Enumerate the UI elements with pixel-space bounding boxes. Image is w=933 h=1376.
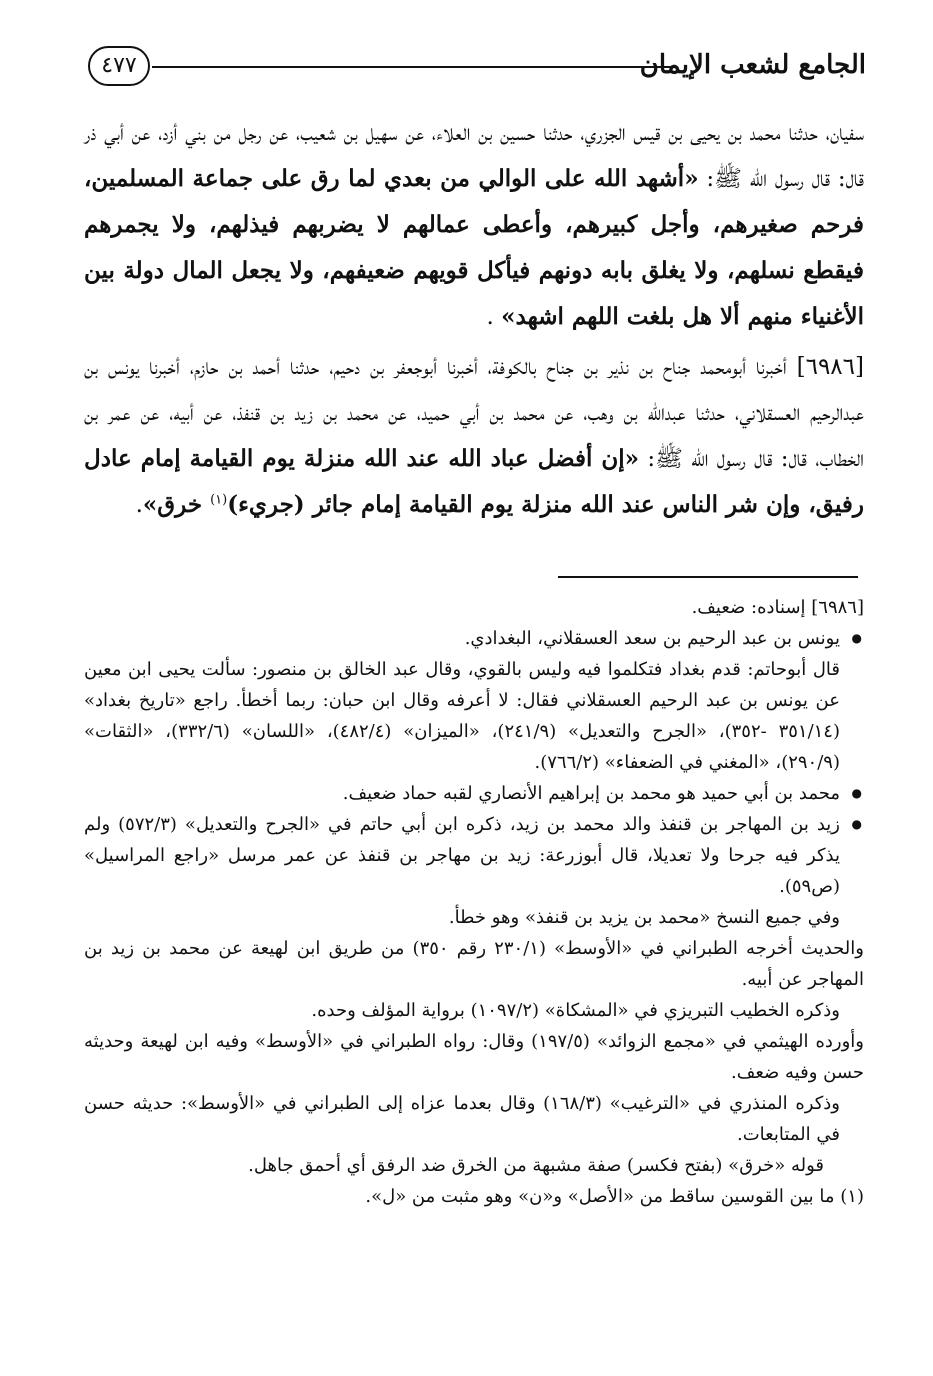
matn-text: «أشهد الله على الوالي من بعدي لما رق على جماعة المسلمين، فرحم صغيرهم، وأجل كبيرهم، وأعطى عمالهم لا يضربهم فيذلهم، ولا يجمرهم فيقطع نسلهم، ولا يغلق بابه دونهم فيأكل قويهم ضعيفهم، ولا يجعل المال دولة بين الأغنياء منهم ألا هل بلغت اللهم اشهد»: [84, 165, 864, 330]
main-text: [84, 110, 864, 528]
note-word-meaning: قوله «خرق» (بفتح فكسر) صفة مشبهة من الخرق ضد الرفق أي أحمق جاهل.: [248, 1155, 824, 1176]
paragraph-hadith-6986: [84, 344, 864, 528]
paragraph-hadith-1: [84, 110, 864, 340]
footnote-separator: [558, 576, 858, 578]
footnotes: [84, 592, 864, 1212]
note-manuscripts: وفي جميع النسخ «محمد بن يزيد بن قنفذ» وهو خطأ.: [448, 907, 840, 928]
note-mundhiri: وذكره المنذري في «الترغيب» (١٦٨/٣) وقال بعدما عزاه إلى الطبراني في «الأوسط»: حديثه حسن في المتابعات.: [84, 1093, 840, 1145]
running-header: [88, 40, 866, 102]
note-narrator-yunus-detail: قال أبوحاتم: قدم بغداد فتكلموا فيه وليس بالقوي، وقال عبد الخالق بن منصور: سألت يحيى ابن معين عن يونس بن عبد الرحيم العسقلاني فقال: لا أعرفه وقال ابن حبان: ربما أخطأ. راجع «تاريخ بغداد» (٣٥١/١٤ -٣٥٢)، «الجرح والتعديل» (٢٤١/٩)، «الميزان» (٤٨٢/٤)، «اللسان» (٣٣٢/٦)، «الثقات» (٢٩٠/٩)، «المغني في الضعفاء» (٧٦٦/٢).: [84, 659, 840, 773]
footnote-1: (١) ما بين القوسين ساقط من «الأصل» و«ن» وهو مثبت من «ل».: [365, 1186, 864, 1207]
note-narrator-zayd: ● زيد بن المهاجر بن قنفذ والد محمد بن زيد، ذكره ابن أبي حاتم في «الجرح والتعديل» (٥٧٢/٣) ولم يذكر فيه جرحا ولا تعديلا، قال أبوزرعة: زيد بن مهاجر بن قنفذ عن عمر مرسل «راجع المراسيل» (ص٥٩).: [84, 809, 864, 902]
matn-text: «إن أفضل عباد الله عند الله منزلة يوم القيامة إمام عادل رفيق، وإن شر الناس عند الله منزلة يوم القيامة إمام جائر (جريء): [84, 445, 864, 518]
paragraph-end: .: [486, 304, 502, 330]
header-rule: [152, 66, 676, 68]
isnad-text: [٦٩٨٦] أخبرنا أبومحمد جناح بن نذير بن جناح بالكوفة، أخبرنا أبوجعفر بن دحيم، حدثنا أحمد بن حازم، أخبرنا يونس بن عبدالرحيم العسقلاني، حدثنا عبدالله بن وهب، عن محمد بن أبي حميد، عن محمد بن زيد بن قنفذ، عن أبيه، عن عمر بن الخطاب، قال: قال رسول الله ﷺ:: [84, 354, 864, 472]
paragraph-end: .: [135, 492, 143, 518]
footnote-marker: (١): [210, 492, 228, 508]
note-tabrizi: وذكره الخطيب التبريزي في «المشكاة» (١٠٩٧/٢) برواية المؤلف وحده.: [311, 1000, 840, 1021]
isnad-text: سفيان، حدثنا محمد بن يحيى بن قيس الجزري، حدثنا حسين بن العلاء، عن سهيل بن شعيب، عن رجل من بني أزد، عن أبي ذر قال: قال رسول الله ﷺ:: [84, 120, 864, 192]
note-haythami: وأورده الهيثمي في «مجمع الزوائد» (١٩٧/٥) وقال: رواه الطبراني في «الأوسط» وفيه ابن لهيعة وحديثه حسن وفيه ضعف.: [84, 1031, 864, 1083]
page-number: ٤٧٧: [88, 46, 150, 86]
note-narrator-yunus: ● يونس بن عبد الرحيم بن سعد العسقلاني، البغدادي.: [84, 623, 864, 654]
note-narrator-ibn-abi-humayd: ● محمد بن أبي حميد هو محمد بن إبراهيم الأنصاري لقبه حماد ضعيف.: [84, 778, 864, 809]
matn-text-end: خرق»: [142, 491, 211, 518]
book-title: الجامع لشعب الإيمان: [639, 50, 866, 80]
note-isnad-grade: [٦٩٨٦] إسناده: ضعيف.: [691, 597, 864, 618]
note-tabarani: والحديث أخرجه الطبراني في «الأوسط» (٢٣٠/١ رقم ٣٥٠) من طريق ابن لهيعة عن محمد بن زيد بن المهاجر عن أبيه.: [84, 938, 864, 990]
